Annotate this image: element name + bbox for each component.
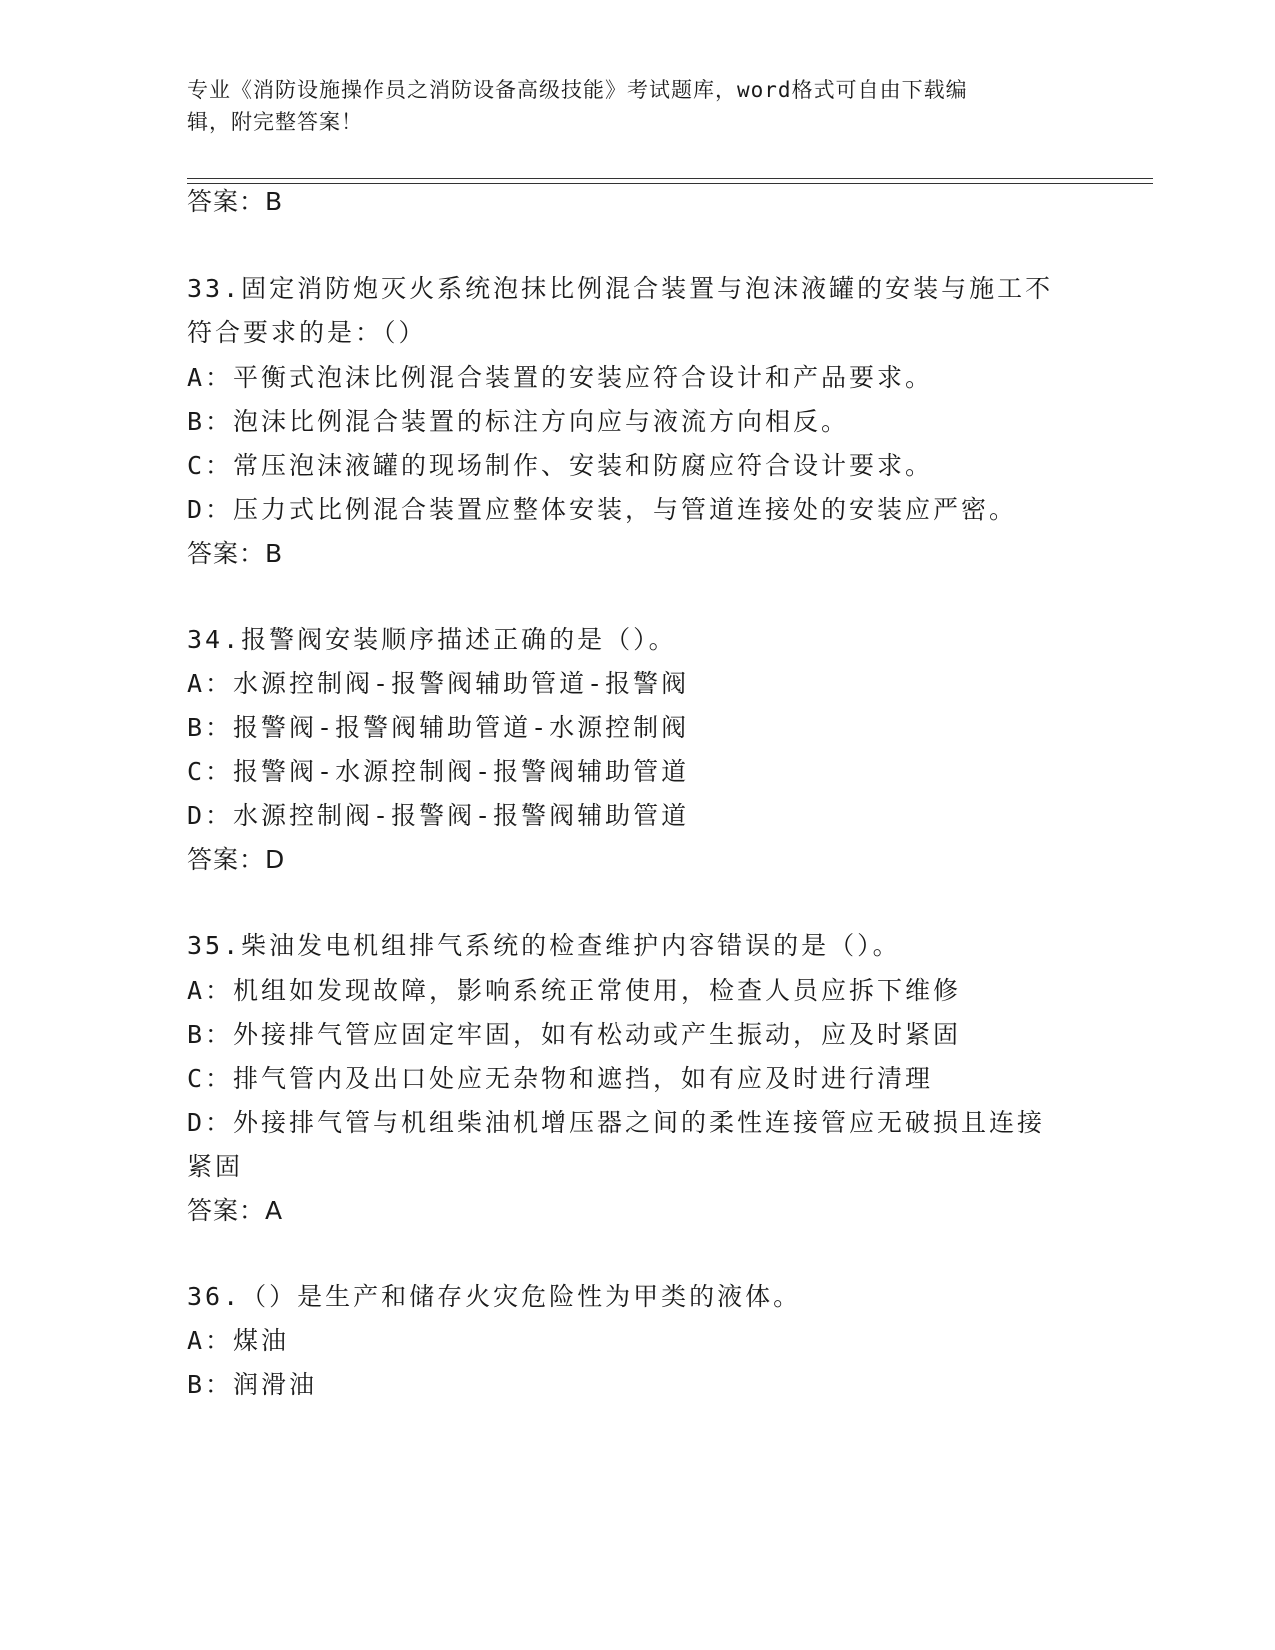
option-b: B：泡沫比例混合装置的标注方向应与液流方向相反。 — [187, 407, 850, 436]
header-divider-top — [187, 178, 1153, 179]
question-stem: 33.固定消防炮灭火系统泡抹比例混合装置与泡沫液罐的安装与施工不 — [187, 274, 1054, 303]
answer-prev: 答案：B — [187, 187, 284, 216]
option-d: D：水源控制阀-报警阀-报警阀辅助管道 — [187, 801, 690, 830]
document-header — [187, 74, 1067, 138]
question-stem: 36.（）是生产和储存火灾危险性为甲类的液体。 — [187, 1282, 802, 1311]
option-d: D：压力式比例混合装置应整体安装，与管道连接处的安装应严密。 — [187, 495, 1018, 524]
answer: 答案：B — [187, 539, 284, 568]
question-stem: 35.柴油发电机组排气系统的检查维护内容错误的是（）。 — [187, 931, 901, 960]
option-a: A：平衡式泡沫比例混合装置的安装应符合设计和产品要求。 — [187, 363, 934, 392]
question-stem: 34.报警阀安装顺序描述正确的是（）。 — [187, 625, 677, 654]
header-line-1: 专业《消防设施操作员之消防设备高级技能》考试题库，word格式可自由下载编 — [187, 78, 968, 102]
option-d: D：外接排气管与机组柴油机增压器之间的柔性连接管应无破损且连接 — [187, 1108, 1046, 1137]
option-b: B：报警阀-报警阀辅助管道-水源控制阀 — [187, 713, 690, 742]
question-stem: 符合要求的是：（） — [187, 318, 427, 347]
option-c: C：报警阀-水源控制阀-报警阀辅助管道 — [187, 757, 690, 786]
header-line-2: 辑，附完整答案！ — [187, 110, 363, 134]
option-c: C：常压泡沫液罐的现场制作、安装和防腐应符合设计要求。 — [187, 451, 934, 480]
option-d-continued: 紧固 — [187, 1152, 244, 1181]
option-b: B：润滑油 — [187, 1370, 318, 1399]
option-a: A：水源控制阀-报警阀辅助管道-报警阀 — [187, 669, 690, 698]
header-divider-bottom — [187, 183, 1153, 184]
option-a: A：机组如发现故障，影响系统正常使用，检查人员应拆下维修 — [187, 976, 962, 1005]
option-b: B：外接排气管应固定牢固，如有松动或产生振动，应及时紧固 — [187, 1020, 962, 1049]
answer: 答案：D — [187, 845, 286, 874]
answer: 答案：A — [187, 1196, 284, 1225]
option-a: A：煤油 — [187, 1326, 290, 1355]
option-c: C：排气管内及出口处应无杂物和遮挡，如有应及时进行清理 — [187, 1064, 934, 1093]
